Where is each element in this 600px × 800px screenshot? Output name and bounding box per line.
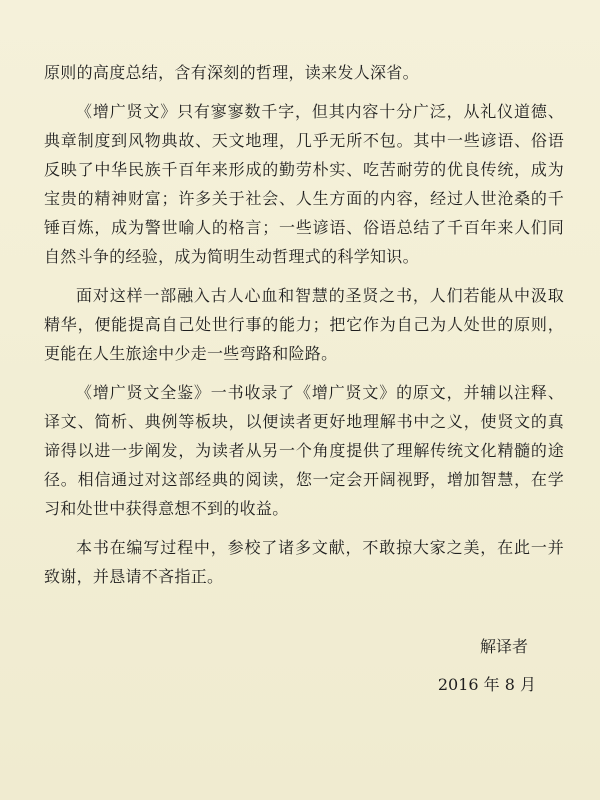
- signature-date: 2016 年 8 月: [437, 675, 536, 694]
- paragraph-3: 面对这样一部融入古人心血和智慧的圣贤之书，人们若能从中汲取精华，便能提高自己处世行事的能力；把它作为自己为人处世的原则，更能在人生旅途中少走一些弯路和险路。: [44, 286, 564, 363]
- paragraph-2: 《增广贤文》只有寥寥数千字，但其内容十分广泛，从礼仪道德、典章制度到风物典故、天文地理，几乎无所不包。其中一些谚语、俗语反映了中华民族千百年来形成的勤劳朴实、吃苦耐劳的优良传统，成为宝贵的精神财富；许多关于社会、人生方面的内容，经过人世沧桑的千锤百炼，成为警世喻人的格言；一些谚语、俗语总结了千百年来人们同自然斗争的经验，成为简明生动哲理式的科学知识。: [44, 102, 564, 266]
- paragraph-5: 本书在编写过程中，参校了诸多文献，不敢掠大家之美，在此一并致谢，并恳请不吝指正。: [44, 538, 564, 586]
- signature-author: 解译者: [479, 637, 528, 656]
- paragraph-4: 《增广贤文全鉴》一书收录了《增广贤文》的原文，并辅以注释、译文、简析、典例等板块，以便读者更好地理解书中之义，使贤文的真谛得以进一步阐发，为读者从另一个角度提供了理解传统文化精髓的途径。相信通过对这部经典的阅读，您一定会开阔视野，增加智慧，在学习和处世中获得意想不到的收益。: [44, 383, 564, 518]
- document-body: [44, 58, 564, 601]
- paragraph-1: 原则的高度总结，含有深刻的哲理，读来发人深省。: [44, 63, 419, 82]
- signature-block: [438, 628, 536, 704]
